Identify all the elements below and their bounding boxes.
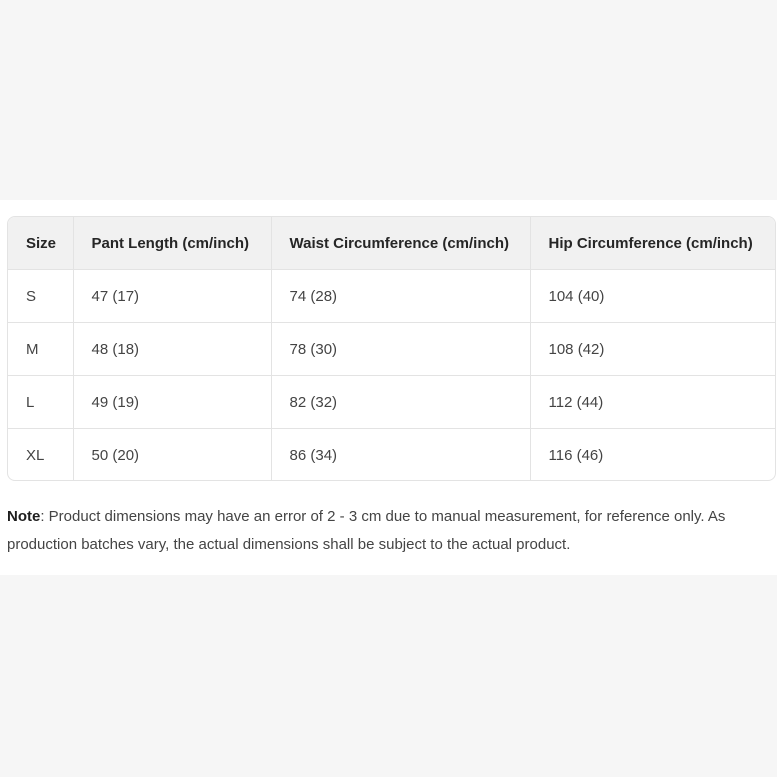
cell-size: L (8, 376, 73, 429)
cell-hip: 104 (40) (530, 270, 775, 323)
cell-pant-length: 47 (17) (73, 270, 271, 323)
size-table (8, 217, 775, 481)
header-size: Size (8, 217, 73, 270)
cell-pant-length: 50 (20) (73, 429, 271, 482)
cell-hip: 112 (44) (530, 376, 775, 429)
cell-waist: 74 (28) (271, 270, 530, 323)
cell-waist: 82 (32) (271, 376, 530, 429)
cell-pant-length: 49 (19) (73, 376, 271, 429)
cell-size: XL (8, 429, 73, 482)
table-row (8, 270, 775, 323)
cell-size: M (8, 323, 73, 376)
cell-hip: 108 (42) (530, 323, 775, 376)
header-pant-length: Pant Length (cm/inch) (73, 217, 271, 270)
size-chart-panel (0, 200, 777, 575)
cell-pant-length: 48 (18) (73, 323, 271, 376)
table-header-row (8, 217, 775, 270)
size-table-container (7, 216, 776, 481)
table-row (8, 429, 775, 482)
cell-size: S (8, 270, 73, 323)
header-waist-circumference: Waist Circumference (cm/inch) (271, 217, 530, 270)
table-row (8, 376, 775, 429)
note-label: Note (7, 508, 41, 525)
header-hip-circumference: Hip Circumference (cm/inch) (530, 217, 775, 270)
cell-waist: 86 (34) (271, 429, 530, 482)
cell-hip: 116 (46) (548, 446, 604, 464)
table-row (8, 323, 775, 376)
note-text: : Product dimensions may have an error of 2 - 3 cm due to manual measurement, for reference only. As production batches vary, the actual dimensions shall be subject to the actual product. (7, 508, 726, 553)
cell-waist: 78 (30) (271, 323, 530, 376)
measurement-note (7, 503, 775, 559)
